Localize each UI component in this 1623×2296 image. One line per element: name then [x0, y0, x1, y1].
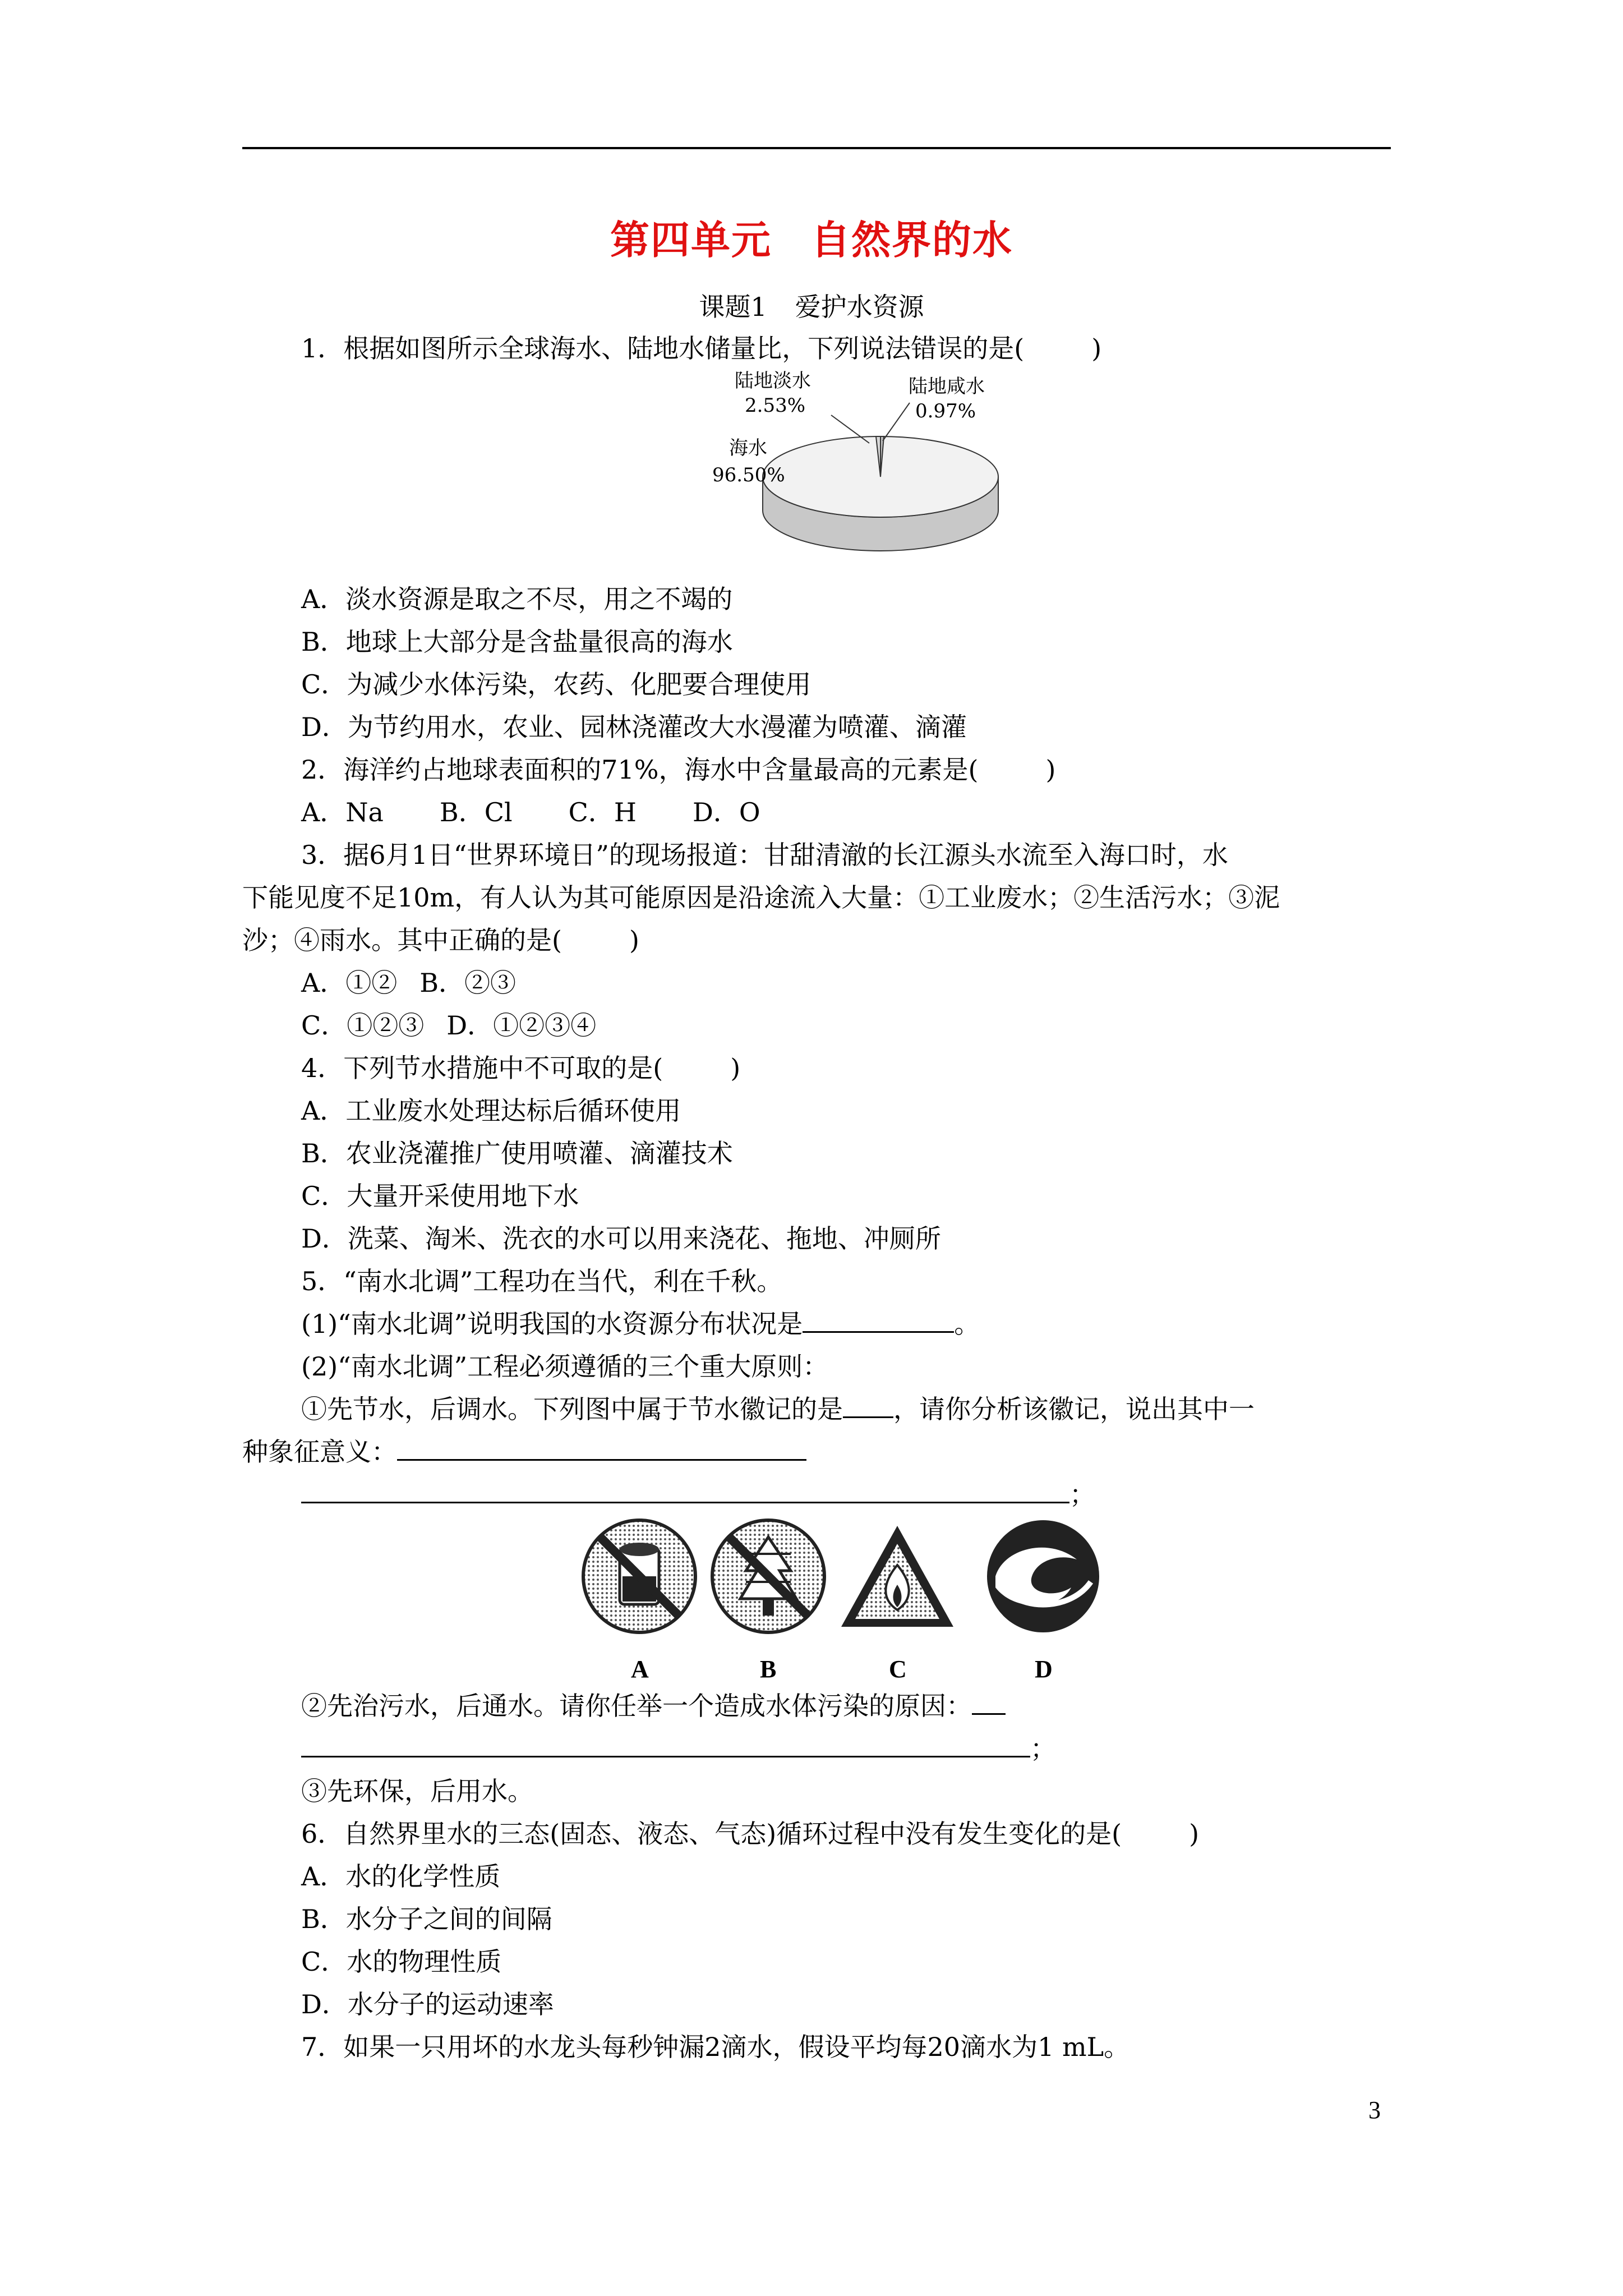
- q4-option-a: A．工业废水处理达标后循环使用: [301, 1096, 681, 1126]
- q5-pollution-answer-blank-2[interactable]: [301, 1732, 1030, 1757]
- q3-line3: 沙；④雨水。其中正确的是( ): [242, 925, 639, 955]
- page-number: 3: [1368, 2096, 1381, 2124]
- water-distribution-pie-chart: [712, 365, 1026, 600]
- q1-stem: 1．根据如图所示全球海水、陆地水储量比，下列说法错误的是( ): [301, 333, 1102, 364]
- q2-stem: 2．海洋约占地球表面积的71%，海水中含量最高的元素是( ): [301, 754, 1056, 785]
- q1-option-c: C．为减少水体污染，农药、化肥要合理使用: [301, 669, 811, 700]
- q7-stem: 7．如果一只用坏的水龙头每秒钟漏2滴水，假设平均每20滴水为1 mL。: [301, 2032, 1130, 2062]
- lesson-title: [0, 287, 1623, 326]
- q2-option-c: C．H: [568, 797, 637, 827]
- leader-line-saltwater: [883, 403, 910, 441]
- q3-options-row1: [301, 965, 516, 1000]
- q3-option-c: C．①②③: [301, 1010, 425, 1041]
- label-seawater: 海水: [729, 437, 767, 459]
- q2-option-d: D．O: [692, 797, 760, 827]
- header-rule: [242, 147, 1391, 149]
- q6-option-d: D．水分子的运动速率: [301, 1989, 554, 2019]
- emblem-figures: [578, 1515, 1116, 1683]
- q6-stem: 6．自然界里水的三态(固态、液态、气态)循环过程中没有发生变化的是( ): [301, 1819, 1200, 1849]
- q3-line1: 3．据6月1日“世界环境日”的现场报道：甘甜清澈的长江源头水流至入海口时，水: [301, 840, 1228, 870]
- q1-option-a: A．淡水资源是取之不尽，用之不竭的: [301, 584, 733, 614]
- q5-sub1: (1)“南水北调”说明我国的水资源分布状况是 。: [301, 1309, 980, 1339]
- q4-option-c: C．大量开采使用地下水: [301, 1181, 579, 1211]
- q6-option-c: C．水的物理性质: [301, 1947, 502, 1977]
- q5-stem: 5．“南水北调”工程功在当代，利在千秋。: [301, 1266, 783, 1296]
- emblem-a-prohibition-icon: [583, 1520, 695, 1683]
- label-land-freshwater: 陆地淡水: [735, 370, 811, 392]
- emblem-c-label: C: [889, 1655, 907, 1683]
- unit-title-part1: 第四单元: [610, 217, 772, 263]
- q5-meaning-answer-blank-2[interactable]: [301, 1478, 1069, 1503]
- value-land-freshwater: 2.53%: [745, 394, 806, 417]
- q3-option-a: A．①②: [301, 968, 398, 998]
- q2-option-b: B．Cl: [439, 797, 513, 827]
- lesson-number: 课题1: [699, 292, 767, 322]
- emblem-b-label: B: [760, 1655, 777, 1683]
- q4-option-b: B．农业浇灌推广使用喷灌、滴灌技术: [301, 1138, 733, 1168]
- q5-p2-line1: ②先治污水，后通水。请你任举一个造成水体污染的原因：: [301, 1688, 1006, 1723]
- q2-option-a: A．Na: [301, 797, 384, 827]
- q1-option-d: D．为节约用水，农业、园林浇灌改大水漫灌为喷灌、滴灌: [301, 712, 967, 742]
- value-seawater: 96.50%: [712, 464, 785, 486]
- q1-option-b: B．地球上大部分是含盐量很高的海水: [301, 627, 733, 657]
- q5-sub1-answer-blank[interactable]: [803, 1308, 954, 1333]
- q6-option-b: B．水分子之间的间隔: [301, 1904, 552, 1934]
- emblem-b-prohibition-icon: [712, 1520, 824, 1683]
- q5-p1-line2: 种象征意义：: [242, 1434, 806, 1469]
- emblem-d-label: D: [1035, 1655, 1053, 1683]
- q6-option-a: A．水的化学性质: [301, 1861, 501, 1892]
- q3-line2: 下能见度不足10m，有人认为其可能原因是沿途流入大量：①工业废水；②生活污水；③泥: [242, 882, 1280, 913]
- q5-p1-line3: ；: [301, 1477, 1095, 1512]
- q4-option-d: D．洗菜、淘米、洗衣的水可以用来浇花、拖地、冲厕所: [301, 1223, 941, 1254]
- q4-stem: 4．下列节水措施中不可取的是( ): [301, 1053, 741, 1083]
- emblem-d-water-saving-icon: [987, 1520, 1099, 1683]
- emblem-c-flammable-warning-icon: [841, 1526, 953, 1683]
- q5-badge-answer-blank[interactable]: [843, 1393, 893, 1418]
- lesson-name: 爱护水资源: [795, 292, 924, 322]
- unit-title: [0, 212, 1623, 268]
- value-land-saltwater: 0.97%: [915, 400, 976, 422]
- q3-option-d: D．①②③④: [446, 1010, 597, 1041]
- q3-options-row2: [301, 1008, 596, 1043]
- q5-meaning-answer-blank[interactable]: [397, 1435, 806, 1461]
- q5-p2-line2: ；: [301, 1731, 1056, 1766]
- emblem-a-label: A: [631, 1655, 649, 1683]
- q5-p3: ③先环保，后用水。: [301, 1776, 533, 1806]
- q5-sub2: (2)“南水北调”工程必须遵循的三个重大原则：: [301, 1351, 829, 1382]
- q5-p1-line1: ①先节水，后调水。下列图中属于节水徽记的是 ，请你分析该徽记，说出其中一: [301, 1394, 1255, 1424]
- unit-title-part2: 自然界的水: [811, 217, 1013, 263]
- q5-pollution-answer-blank[interactable]: [972, 1690, 1006, 1715]
- label-land-saltwater: 陆地咸水: [909, 375, 985, 398]
- q2-options: [301, 795, 760, 830]
- q3-option-b: B．②③: [419, 968, 517, 998]
